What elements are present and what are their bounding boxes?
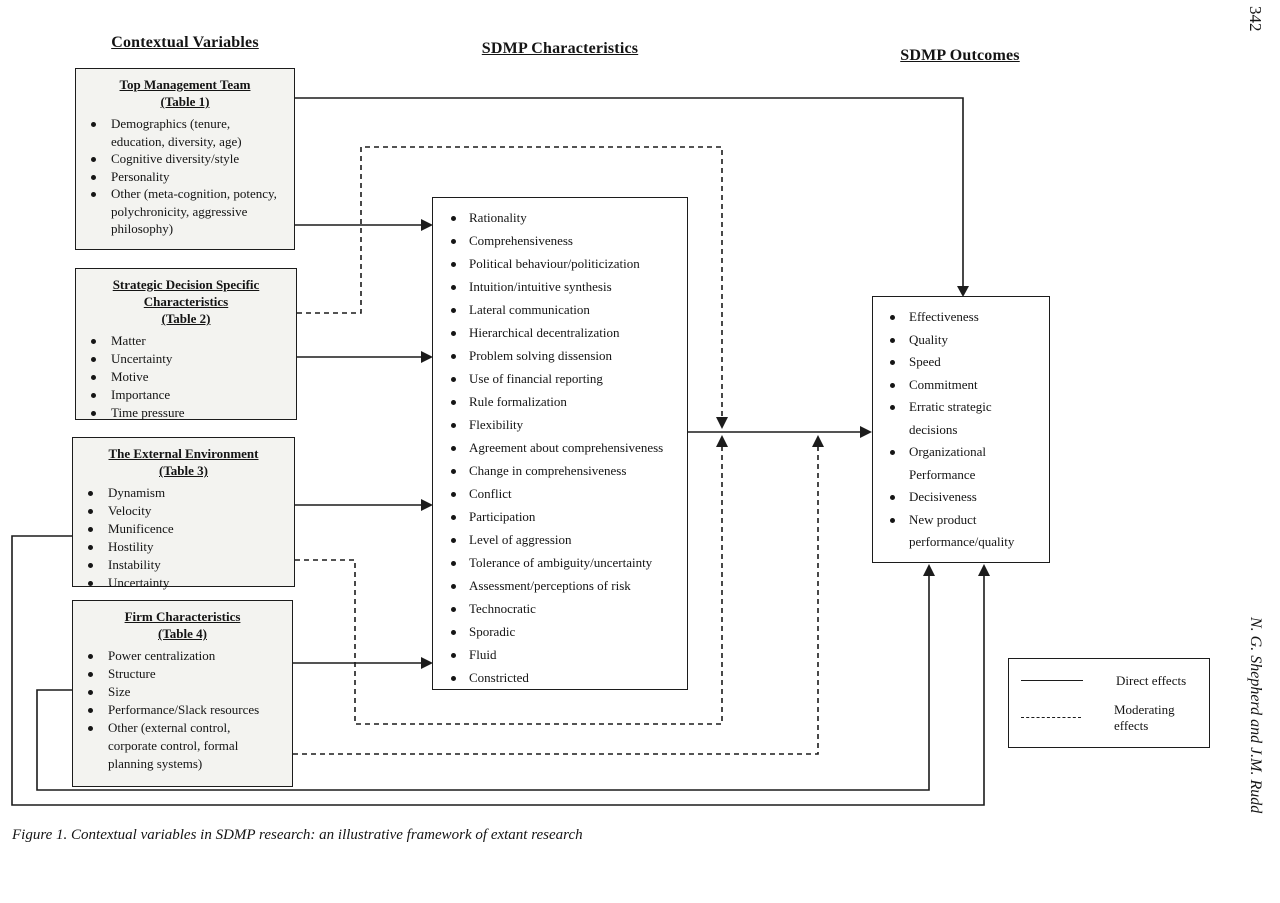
bullet-item: Munificence <box>73 520 294 538</box>
bullet-item: Effectiveness <box>873 306 1049 329</box>
box-title-line: Top Management Team <box>119 77 251 92</box>
bullet-list-firm-characteristics <box>73 647 292 773</box>
arrowhead-moderator-up-1 <box>716 435 728 447</box>
bullet-item: Erratic strategic decisions <box>873 396 1049 441</box>
box-title-line: Strategic Decision Specific <box>112 277 260 292</box>
box-sdmp-characteristics <box>432 197 688 690</box>
bullet-item: Technocratic <box>433 597 687 620</box>
bullet-item: Demographics (tenure, education, diversity, age) <box>76 115 294 150</box>
bullet-item: Hierarchical decentralization <box>433 321 687 344</box>
box-external-environment <box>72 437 295 590</box>
bullet-item: Use of financial reporting <box>433 367 687 390</box>
legend-label-moderating: Moderating effects <box>1113 701 1175 733</box>
bullet-item: Flexibility <box>433 413 687 436</box>
box-top-management-team <box>75 68 295 250</box>
bullet-item: Cognitive diversity/style <box>76 150 294 168</box>
box-title-external-environment <box>79 445 288 479</box>
bullet-item: Political behaviour/politicization <box>433 252 687 275</box>
column-header-sdmp-characteristics: SDMP Characteristics <box>481 40 639 57</box>
bullet-item: Motive <box>76 368 296 386</box>
bullet-item: Uncertainty <box>76 350 296 368</box>
bullet-item: Conflict <box>433 482 687 505</box>
box-title-line: (Table 4) <box>158 626 207 641</box>
box-title-firm-characteristics <box>79 608 286 642</box>
legend-row-direct <box>1009 673 1209 689</box>
arrowhead-into-outcomes-left <box>860 426 872 438</box>
bullet-list-sdmp-outcomes <box>873 297 1049 554</box>
box-firm-characteristics <box>72 600 293 787</box>
bullet-item: Constricted <box>433 666 687 689</box>
bullet-item: Hostility <box>73 538 294 556</box>
legend-box <box>1008 658 1210 748</box>
running-author: N. G. Shepherd and J.M. Rudd <box>1247 617 1264 814</box>
bullet-item: Change in comprehensiveness <box>433 459 687 482</box>
page-number: 342 <box>1246 6 1265 32</box>
legend-row-moderating <box>1009 702 1209 734</box>
bullet-list-external-environment <box>73 484 294 592</box>
box-sdmp-outcomes <box>872 296 1050 563</box>
bullet-item: Intuition/intuitive synthesis <box>433 275 687 298</box>
bullet-item: Tolerance of ambiguity/uncertainty <box>433 551 687 574</box>
bullet-item: Rule formalization <box>433 390 687 413</box>
bullet-item: Lateral communication <box>433 298 687 321</box>
bullet-item: Speed <box>873 351 1049 374</box>
figure-caption: Figure 1. Contextual variables in SDMP research: an illustrative framework of extant research <box>12 827 583 843</box>
bullet-item: Quality <box>873 329 1049 352</box>
bullet-item: Structure <box>73 665 292 683</box>
bullet-item: Matter <box>76 332 296 350</box>
box-title-line: The External Environment <box>108 446 259 461</box>
bullet-item: Importance <box>76 386 296 404</box>
box-title-strategic-decision <box>82 276 290 327</box>
box-title-line: (Table 3) <box>159 463 208 478</box>
arrowhead-up-into-outcomes-bottom-right <box>978 564 990 576</box>
box-title-line: (Table 2) <box>161 311 211 326</box>
dashed-line-sample-icon <box>1021 717 1081 718</box>
bullet-item: Commitment <box>873 374 1049 397</box>
bullet-item: Comprehensiveness <box>433 229 687 252</box>
bullet-item: Dynamism <box>73 484 294 502</box>
bullet-item: Size <box>73 683 292 701</box>
bullet-list-top-management-team <box>76 115 294 238</box>
box-title-top-management-team <box>82 76 288 110</box>
bullet-item: Decisiveness <box>873 486 1049 509</box>
bullet-list-sdmp-characteristics <box>433 198 687 689</box>
bullet-item: Sporadic <box>433 620 687 643</box>
bullet-item: Velocity <box>73 502 294 520</box>
bullet-item: Other (meta-cognition, potency, polychronicity, aggressive philosophy) <box>76 185 294 238</box>
bullet-item: Fluid <box>433 643 687 666</box>
box-title-line: (Table 1) <box>160 94 210 109</box>
bullet-item: Instability <box>73 556 294 574</box>
box-title-line: Firm Characteristics <box>124 609 241 624</box>
arrowhead-moderator-down <box>716 417 728 429</box>
column-header-contextual-variables: Contextual Variables <box>111 34 259 51</box>
arrowhead-moderator-up-2 <box>812 435 824 447</box>
solid-line-sample-icon <box>1021 680 1083 681</box>
bullet-item: Participation <box>433 505 687 528</box>
bullet-item: Level of aggression <box>433 528 687 551</box>
bullet-item: New product performance/quality <box>873 509 1049 554</box>
bullet-item: Performance/Slack resources <box>73 701 292 719</box>
bullet-item: Organizational Performance <box>873 441 1049 486</box>
box-title-line: Characteristics <box>143 294 229 309</box>
column-header-sdmp-outcomes: SDMP Outcomes <box>900 47 1020 64</box>
bullet-item: Personality <box>76 168 294 186</box>
bullet-item: Time pressure <box>76 404 296 422</box>
box-strategic-decision-characteristics <box>75 268 297 420</box>
bullet-item: Power centralization <box>73 647 292 665</box>
bullet-item: Other (external control, corporate control, formal planning systems) <box>73 719 292 773</box>
bullet-list-strategic-decision <box>76 332 296 422</box>
bullet-item: Problem solving dissension <box>433 344 687 367</box>
bullet-item: Agreement about comprehensiveness <box>433 436 687 459</box>
bullet-item: Uncertainty <box>73 574 294 592</box>
arrowhead-up-into-outcomes-bottom-left <box>923 564 935 576</box>
bullet-item: Assessment/perceptions of risk <box>433 574 687 597</box>
legend-label-direct: Direct effects <box>1116 672 1187 688</box>
bullet-item: Rationality <box>433 206 687 229</box>
